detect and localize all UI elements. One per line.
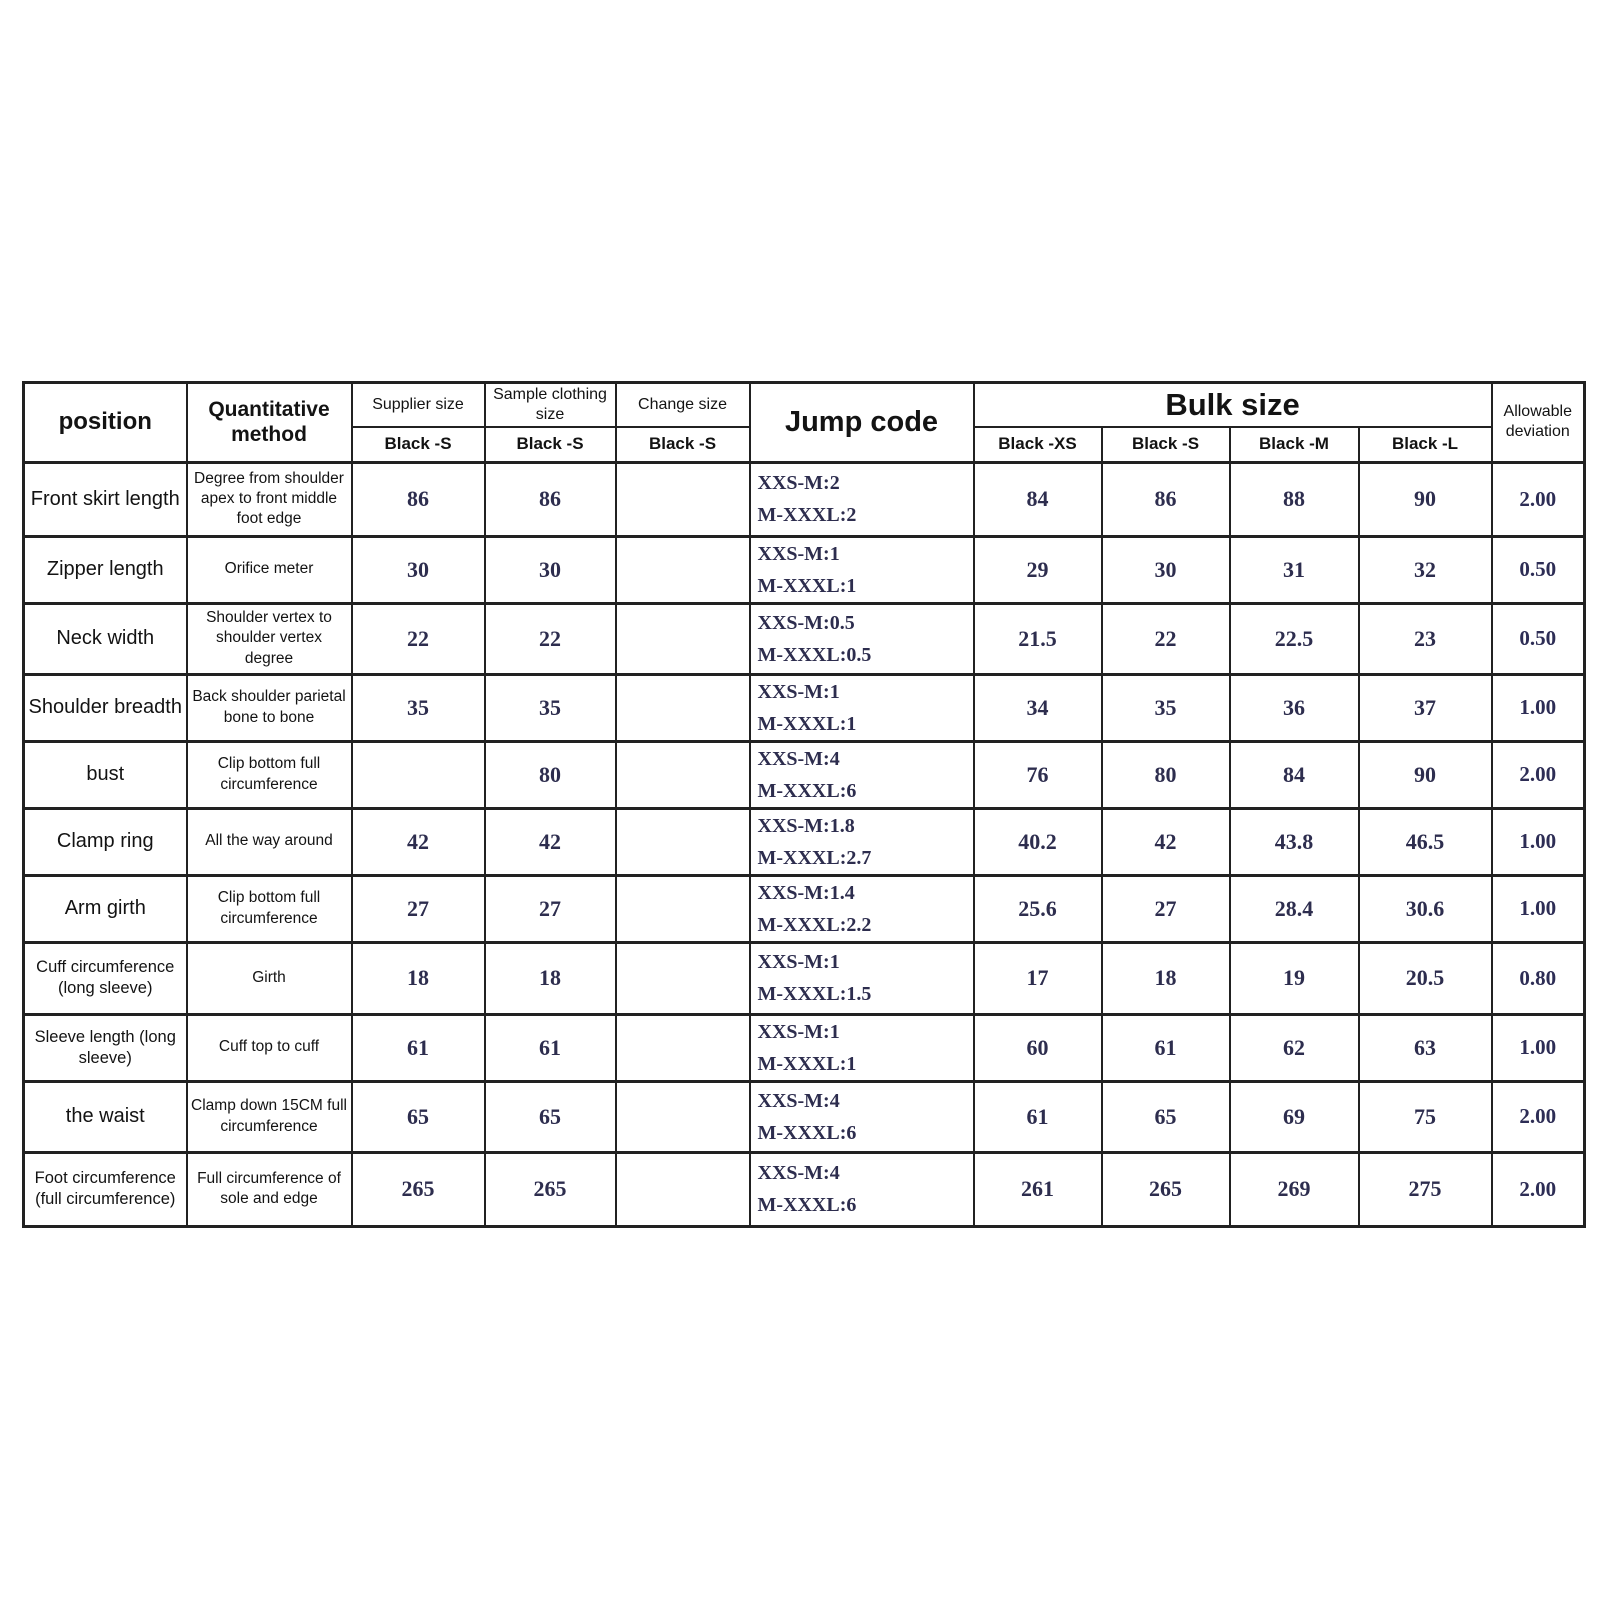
subheader-bulk-black-l: Black -L (1359, 427, 1492, 462)
jump-code-line: M-XXXL:1 (757, 712, 857, 735)
bulk-s-cell: 35 (1102, 674, 1230, 741)
bulk-l-cell: 30.6 (1359, 875, 1492, 942)
jump-code-cell (750, 462, 974, 536)
jump-code-line: XXS-M:4 (757, 1089, 840, 1112)
supplier-size-cell (352, 741, 485, 808)
supplier-size-cell: 86 (352, 462, 485, 536)
bulk-m-cell: 43.8 (1230, 808, 1359, 875)
position-cell: Zipper length (24, 536, 187, 603)
table-row (24, 674, 1585, 741)
sample-size-cell: 30 (485, 536, 616, 603)
supplier-size-cell: 61 (352, 1014, 485, 1081)
bulk-l-cell: 20.5 (1359, 942, 1492, 1014)
deviation-cell: 2.00 (1492, 1081, 1585, 1152)
bulk-xs-cell: 61 (974, 1081, 1102, 1152)
bulk-xs-cell: 40.2 (974, 808, 1102, 875)
bulk-m-cell: 88 (1230, 462, 1359, 536)
bulk-l-cell: 23 (1359, 603, 1492, 674)
position-cell: Neck width (24, 603, 187, 674)
header-jump-code: Jump code (750, 383, 974, 463)
subheader-sample-black-s: Black -S (485, 427, 616, 462)
supplier-size-cell: 265 (352, 1152, 485, 1226)
table-row (24, 808, 1585, 875)
bulk-m-cell: 31 (1230, 536, 1359, 603)
jump-code-line: XXS-M:1 (757, 1020, 840, 1043)
deviation-cell: 0.50 (1492, 536, 1585, 603)
table-row (24, 1014, 1585, 1081)
deviation-cell: 1.00 (1492, 875, 1585, 942)
jump-code-cell (750, 1014, 974, 1081)
jump-code-cell (750, 942, 974, 1014)
subheader-bulk-black-m: Black -M (1230, 427, 1359, 462)
method-cell: Back shoulder parietal bone to bone (187, 674, 352, 741)
bulk-m-cell: 28.4 (1230, 875, 1359, 942)
method-cell: All the way around (187, 808, 352, 875)
supplier-size-cell: 65 (352, 1081, 485, 1152)
bulk-m-cell: 84 (1230, 741, 1359, 808)
method-cell: Girth (187, 942, 352, 1014)
bulk-s-cell: 61 (1102, 1014, 1230, 1081)
sample-size-cell: 27 (485, 875, 616, 942)
jump-code-line: M-XXXL:1 (757, 574, 857, 597)
header-supplier-size: Supplier size (352, 383, 485, 428)
jump-code-line: M-XXXL:6 (757, 779, 857, 802)
change-size-cell (616, 1081, 750, 1152)
sample-size-cell: 18 (485, 942, 616, 1014)
supplier-size-cell: 42 (352, 808, 485, 875)
jump-code-line: M-XXXL:2.7 (757, 846, 872, 869)
jump-code-line: M-XXXL:6 (757, 1194, 857, 1216)
supplier-size-cell: 30 (352, 536, 485, 603)
table-row (24, 536, 1585, 603)
method-cell: Clamp down 15CM full circumference (187, 1081, 352, 1152)
bulk-s-cell: 80 (1102, 741, 1230, 808)
bulk-l-cell: 275 (1359, 1152, 1492, 1226)
method-cell: Full circumference of sole and edge (187, 1152, 352, 1226)
bulk-s-cell: 265 (1102, 1152, 1230, 1226)
jump-code-line: M-XXXL:6 (757, 1121, 857, 1144)
jump-code-cell (750, 674, 974, 741)
table-row (24, 1081, 1585, 1152)
bulk-m-cell: 69 (1230, 1081, 1359, 1152)
table-row (24, 603, 1585, 674)
jump-code-line: XXS-M:4 (757, 747, 840, 770)
bulk-m-cell: 269 (1230, 1152, 1359, 1226)
jump-code-cell (750, 741, 974, 808)
jump-code-cell (750, 603, 974, 674)
method-cell: Degree from shoulder apex to front middle foot edge (187, 462, 352, 536)
deviation-cell: 2.00 (1492, 1152, 1585, 1226)
bulk-m-cell: 62 (1230, 1014, 1359, 1081)
position-cell: Cuff circumference (long sleeve) (24, 942, 187, 1014)
change-size-cell (616, 741, 750, 808)
change-size-cell (616, 942, 750, 1014)
jump-code-line: XXS-M:1.8 (757, 814, 855, 837)
sample-size-cell: 42 (485, 808, 616, 875)
bulk-l-cell: 46.5 (1359, 808, 1492, 875)
bulk-xs-cell: 84 (974, 462, 1102, 536)
jump-code-line: XXS-M:1.4 (757, 881, 855, 904)
size-chart-table (22, 381, 1586, 1228)
jump-code-cell (750, 536, 974, 603)
subheader-bulk-black-s: Black -S (1102, 427, 1230, 462)
position-cell: Foot circumference (full circumference) (24, 1152, 187, 1226)
method-cell: Cuff top to cuff (187, 1014, 352, 1081)
method-cell: Clip bottom full circumference (187, 875, 352, 942)
sample-size-cell: 65 (485, 1081, 616, 1152)
bulk-xs-cell: 261 (974, 1152, 1102, 1226)
bulk-xs-cell: 21.5 (974, 603, 1102, 674)
table-row (24, 1152, 1585, 1226)
jump-code-line: XXS-M:1 (757, 680, 840, 703)
bulk-l-cell: 37 (1359, 674, 1492, 741)
jump-code-line: XXS-M:2 (757, 472, 840, 494)
header-row-top (24, 383, 1585, 428)
bulk-s-cell: 27 (1102, 875, 1230, 942)
deviation-cell: 0.50 (1492, 603, 1585, 674)
method-cell: Orifice meter (187, 536, 352, 603)
bulk-s-cell: 30 (1102, 536, 1230, 603)
table-row (24, 942, 1585, 1014)
jump-code-line: M-XXXL:1.5 (757, 983, 872, 1005)
change-size-cell (616, 808, 750, 875)
jump-code-line: M-XXXL:2.2 (757, 913, 872, 936)
position-cell: Front skirt length (24, 462, 187, 536)
header-position: position (24, 383, 187, 463)
bulk-s-cell: 42 (1102, 808, 1230, 875)
bulk-xs-cell: 60 (974, 1014, 1102, 1081)
bulk-m-cell: 36 (1230, 674, 1359, 741)
subheader-bulk-black-xs: Black -XS (974, 427, 1102, 462)
change-size-cell (616, 462, 750, 536)
header-method: Quantitative method (187, 383, 352, 463)
jump-code-line: XXS-M:4 (757, 1162, 840, 1184)
table-row (24, 741, 1585, 808)
sample-size-cell: 61 (485, 1014, 616, 1081)
sample-size-cell: 35 (485, 674, 616, 741)
header-bulk-size: Bulk size (974, 383, 1492, 428)
supplier-size-cell: 27 (352, 875, 485, 942)
header-sample-size: Sample clothing size (485, 383, 616, 428)
bulk-s-cell: 18 (1102, 942, 1230, 1014)
position-cell: Sleeve length (long sleeve) (24, 1014, 187, 1081)
sample-size-cell: 265 (485, 1152, 616, 1226)
jump-code-cell (750, 875, 974, 942)
bulk-m-cell: 22.5 (1230, 603, 1359, 674)
method-cell: Clip bottom full circumference (187, 741, 352, 808)
jump-code-line: XXS-M:0.5 (757, 611, 855, 634)
position-cell: bust (24, 741, 187, 808)
bulk-l-cell: 90 (1359, 741, 1492, 808)
position-cell: the waist (24, 1081, 187, 1152)
sample-size-cell: 22 (485, 603, 616, 674)
position-cell: Clamp ring (24, 808, 187, 875)
change-size-cell (616, 875, 750, 942)
sample-size-cell: 86 (485, 462, 616, 536)
bulk-xs-cell: 25.6 (974, 875, 1102, 942)
supplier-size-cell: 35 (352, 674, 485, 741)
jump-code-cell (750, 808, 974, 875)
deviation-cell: 2.00 (1492, 462, 1585, 536)
change-size-cell (616, 1014, 750, 1081)
bulk-s-cell: 65 (1102, 1081, 1230, 1152)
deviation-cell: 2.00 (1492, 741, 1585, 808)
bulk-xs-cell: 76 (974, 741, 1102, 808)
jump-code-line: XXS-M:1 (757, 951, 840, 973)
jump-code-line: M-XXXL:2 (757, 504, 857, 526)
subheader-supplier-black-s: Black -S (352, 427, 485, 462)
bulk-xs-cell: 17 (974, 942, 1102, 1014)
table-row (24, 875, 1585, 942)
table-row (24, 462, 1585, 536)
sample-size-cell: 80 (485, 741, 616, 808)
position-cell: Shoulder breadth (24, 674, 187, 741)
deviation-cell: 0.80 (1492, 942, 1585, 1014)
bulk-l-cell: 90 (1359, 462, 1492, 536)
header-change-size: Change size (616, 383, 750, 428)
bulk-m-cell: 19 (1230, 942, 1359, 1014)
position-cell: Arm girth (24, 875, 187, 942)
bulk-l-cell: 63 (1359, 1014, 1492, 1081)
change-size-cell (616, 536, 750, 603)
deviation-cell: 1.00 (1492, 1014, 1585, 1081)
header-allowable-deviation: Allowable deviation (1492, 383, 1585, 463)
bulk-s-cell: 86 (1102, 462, 1230, 536)
bulk-l-cell: 75 (1359, 1081, 1492, 1152)
method-cell: Shoulder vertex to shoulder vertex degree (187, 603, 352, 674)
bulk-l-cell: 32 (1359, 536, 1492, 603)
deviation-cell: 1.00 (1492, 674, 1585, 741)
bulk-s-cell: 22 (1102, 603, 1230, 674)
jump-code-line: XXS-M:1 (757, 542, 840, 565)
jump-code-cell (750, 1152, 974, 1226)
jump-code-line: M-XXXL:0.5 (757, 643, 872, 666)
change-size-cell (616, 1152, 750, 1226)
change-size-cell (616, 603, 750, 674)
subheader-change-black-s: Black -S (616, 427, 750, 462)
deviation-cell: 1.00 (1492, 808, 1585, 875)
supplier-size-cell: 22 (352, 603, 485, 674)
supplier-size-cell: 18 (352, 942, 485, 1014)
bulk-xs-cell: 34 (974, 674, 1102, 741)
bulk-xs-cell: 29 (974, 536, 1102, 603)
jump-code-line: M-XXXL:1 (757, 1052, 857, 1075)
change-size-cell (616, 674, 750, 741)
jump-code-cell (750, 1081, 974, 1152)
